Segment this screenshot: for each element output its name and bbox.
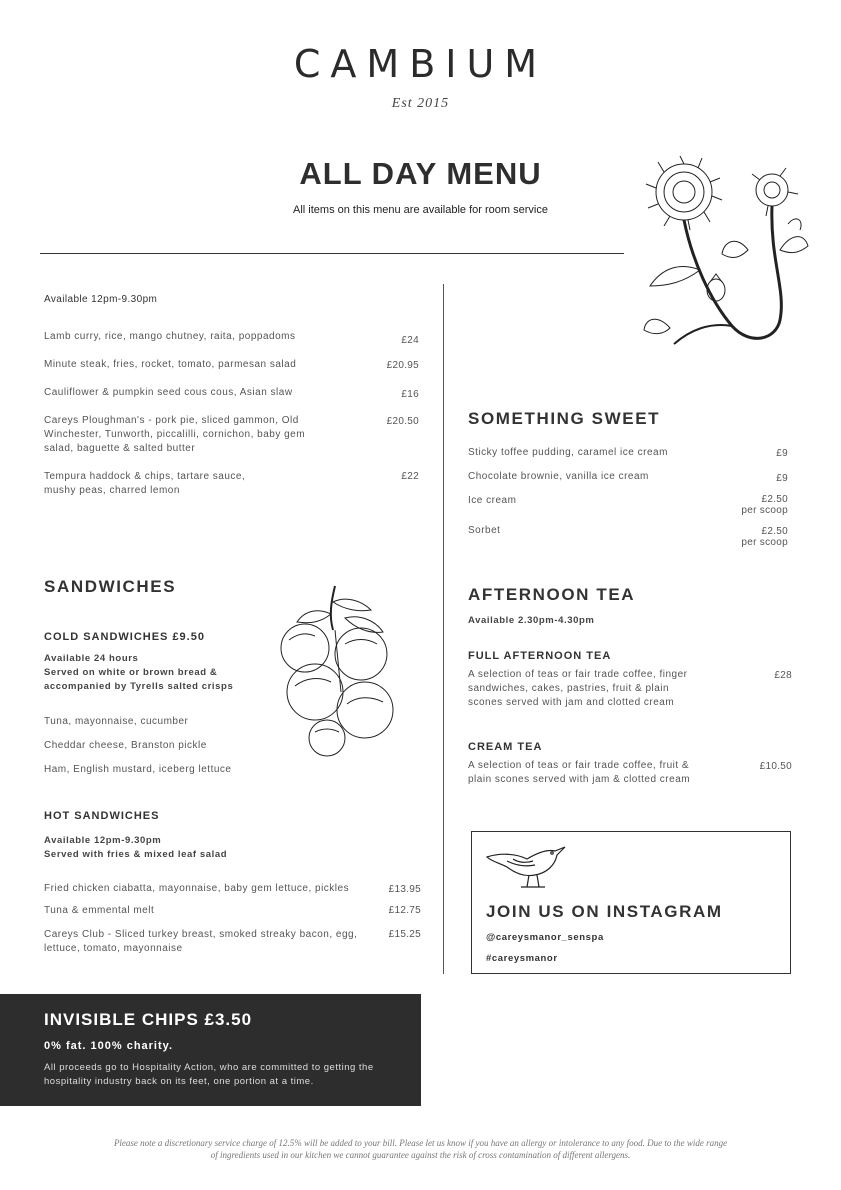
cold-sandwiches-note: accompanied by Tyrells salted crisps: [44, 681, 234, 692]
menu-item-unit: per scoop: [741, 505, 788, 516]
charity-title: INVISIBLE CHIPS £3.50: [44, 1010, 253, 1029]
menu-item-price: £15.25: [388, 929, 421, 940]
cold-sandwiches-note: Available 24 hours: [44, 653, 139, 664]
footer-disclaimer: [50, 1137, 791, 1161]
charity-description: All proceeds go to Hospitality Action, who are committed to getting the hospitality industry back on its feet, one portion at a time.: [44, 1062, 374, 1087]
hot-sandwiches-heading: HOT SANDWICHES: [44, 810, 160, 822]
header-divider: [40, 253, 624, 254]
menu-item: Tempura haddock & chips, tartare sauce, mushy peas, charred lemon: [44, 471, 246, 496]
afternoon-tea-availability: Available 2.30pm-4.30pm: [468, 615, 595, 626]
cream-tea-heading: CREAM TEA: [468, 741, 543, 753]
bird-icon: [485, 843, 567, 893]
footer-line: of ingredients used in our kitchen we cannot guarantee against the risk of cross contamination of different allergens.: [210, 1150, 631, 1160]
sandwiches-heading: SANDWICHES: [44, 577, 177, 596]
menu-item: Minute steak, fries, rocket, tomato, parmesan salad: [44, 359, 297, 370]
menu-item-price: £9: [776, 448, 788, 459]
tomato-illustration: [275, 582, 400, 760]
hot-sandwiches-note: Served with fries & mixed leaf salad: [44, 849, 228, 860]
established-year: Est 2015: [391, 96, 450, 111]
menu-item: Sticky toffee pudding, caramel ice cream: [468, 447, 668, 458]
menu-item-price: £20.50: [386, 416, 419, 427]
menu-item-price: £13.95: [388, 884, 421, 895]
menu-item-price: £12.75: [388, 905, 421, 916]
menu-item: Cheddar cheese, Branston pickle: [44, 740, 207, 751]
instagram-heading: JOIN US ON INSTAGRAM: [486, 902, 723, 921]
cold-sandwiches-note: Served on white or brown bread &: [44, 667, 218, 678]
footer-line: Please note a discretionary service charge of 12.5% will be added to your bill. Please let us know if you have an allergy or intolerance to any food. Due to the wide range: [113, 1138, 728, 1148]
menu-item: Lamb curry, rice, mango chutney, raita, poppadoms: [44, 331, 296, 342]
flower-illustration: [640, 150, 810, 360]
brand-logo: CAMBIUM: [293, 42, 548, 86]
column-divider: [443, 284, 444, 974]
full-afternoon-tea-price: £28: [774, 670, 792, 681]
menu-item: Tuna, mayonnaise, cucumber: [44, 716, 189, 727]
full-afternoon-tea-description: A selection of teas or fair trade coffee, finger sandwiches, cakes, pastries, fruit & plain scones served with jam and clotted cream: [468, 669, 688, 708]
menu-item-price: £9: [776, 473, 788, 484]
menu-item-price: £20.95: [386, 360, 419, 371]
instagram-handle[interactable]: @careysmanor_senspa: [486, 932, 604, 943]
cold-sandwiches-heading: COLD SANDWICHES £9.50: [44, 631, 205, 643]
menu-item: Careys Club - Sliced turkey breast, smoked streaky bacon, egg, lettuce, tomato, mayonnaise: [44, 929, 358, 954]
something-sweet-heading: SOMETHING SWEET: [468, 409, 661, 428]
menu-item-price: £16: [401, 389, 419, 400]
menu-item: Cauliflower & pumpkin seed cous cous, Asian slaw: [44, 387, 293, 398]
menu-item: Fried chicken ciabatta, mayonnaise, baby gem lettuce, pickles: [44, 883, 350, 894]
mains-availability: Available 12pm-9.30pm: [44, 294, 158, 305]
charity-tagline: 0% fat. 100% charity.: [44, 1040, 174, 1052]
full-afternoon-tea-heading: FULL AFTERNOON TEA: [468, 650, 612, 662]
menu-item-price: £22: [401, 471, 419, 482]
menu-item: Sorbet: [468, 525, 501, 536]
menu-item: Ice cream: [468, 495, 517, 506]
page-title: ALL DAY MENU: [299, 156, 542, 191]
cream-tea-price: £10.50: [759, 761, 792, 772]
cream-tea-description: A selection of teas or fair trade coffee, fruit & plain scones served with jam & clotted cream: [468, 760, 691, 785]
page-subtitle: All items on this menu are available for room service: [293, 204, 548, 216]
menu-item: Careys Ploughman's - pork pie, sliced gammon, Old Winchester, Tunworth, piccalilli, cornichon, baby gem salad, baguette & salted butter: [44, 415, 306, 454]
menu-item-price: £2.50: [761, 494, 788, 505]
menu-item-price: £24: [401, 335, 419, 346]
afternoon-tea-heading: AFTERNOON TEA: [468, 585, 636, 604]
instagram-hashtag[interactable]: #careysmanor: [486, 953, 558, 964]
menu-item-price: £2.50: [761, 526, 788, 537]
hot-sandwiches-note: Available 12pm-9.30pm: [44, 835, 162, 846]
menu-item-unit: per scoop: [741, 537, 788, 548]
menu-item: Chocolate brownie, vanilla ice cream: [468, 471, 649, 482]
menu-item: Tuna & emmental melt: [44, 905, 155, 916]
menu-item: Ham, English mustard, iceberg lettuce: [44, 764, 232, 775]
